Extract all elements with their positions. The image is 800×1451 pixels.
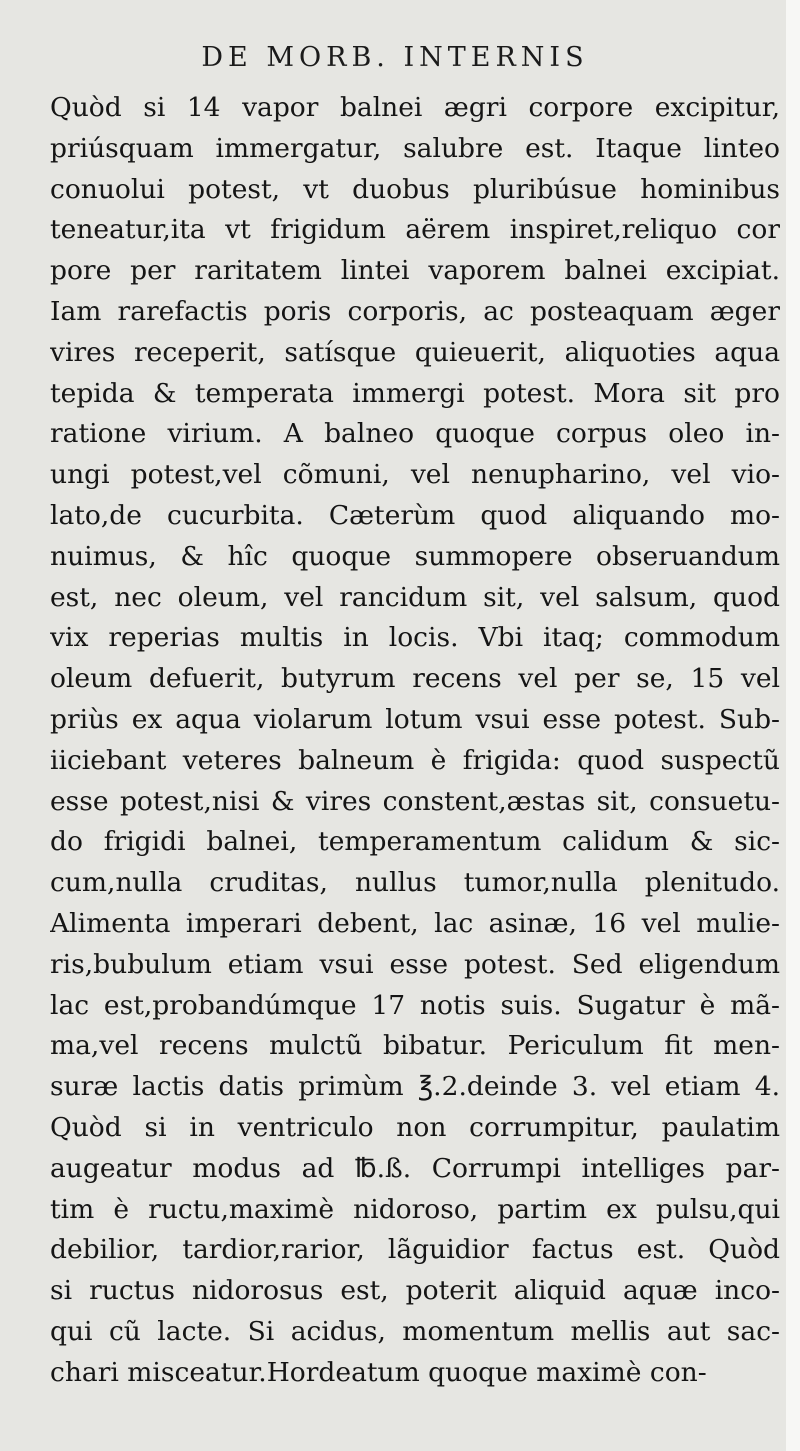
text-line: chari misceatur.Hordeatum quoque maximè con- (50, 1356, 707, 1388)
text-line: ma,vel recens mulctũ bibatur. Periculum fit men- (50, 1030, 780, 1062)
text-line: Quòd si 14 vapor balnei ægri corpore excipitur, (50, 92, 780, 123)
text-line: iiciebant veteres balneum è frigida: quod suspectũ (50, 744, 780, 776)
text-line: ungi potest,vel cõmuni, vel nenupharino, vel vio- (50, 459, 780, 491)
text-line: nuimus, & hîc quoque summopere obseruandum (50, 540, 780, 572)
text-line: ratione virium. A balneo quoque corpus oleo in- (50, 418, 780, 450)
text-line: lac est,probandúmque 17 notis suis. Sugatur è mã- (50, 989, 780, 1021)
text-line: Quòd si in ventriculo non corrumpitur, paulatim (50, 1111, 780, 1143)
text-line: tim è ructu,maximè nidoroso, partim ex pulsu,qui (50, 1193, 780, 1225)
text-line: ris,bubulum etiam vsui esse potest. Sed eligendum (50, 948, 780, 980)
text-line: tepida & temperata immergi potest. Mora sit pro (50, 377, 780, 409)
text-line: do frigidi balnei, temperamentum calidum & sic- (50, 826, 780, 858)
text-line: cum,nulla cruditas, nullus tumor,nulla plenitudo. (50, 867, 780, 899)
text-line: lato,de cucurbita. Cæterùm quod aliquando mo- (50, 499, 780, 531)
text-line: est, nec oleum, vel rancidum sit, vel salsum, quod (50, 581, 780, 613)
running-header: DE MORB. INTERNIS (201, 42, 589, 73)
text-line: Iam rarefactis poris corporis, ac posteaquam æger (50, 295, 780, 327)
text-line: conuolui potest, vt duobus pluribúsue hominibus (50, 173, 780, 205)
text-line: augeatur modus ad ℔.ß. Corrumpi intelliges par- (50, 1152, 780, 1184)
text-line: suræ lactis datis primùm ℥.2.deinde 3. vel etiam 4. (50, 1071, 780, 1103)
text-line: qui cũ lacte. Si acidus, momentum mellis aut sac- (50, 1315, 780, 1347)
text-line: esse potest,nisi & vires constent,æstas sit, consuetu- (50, 785, 780, 817)
text-line: vix reperias multis in locis. Vbi itaq; commodum (50, 622, 780, 654)
text-line: Alimenta imperari debent, lac asinæ, 16 vel mulie- (50, 907, 780, 939)
text-line: vires receperit, satísque quieuerit, aliquoties aqua (50, 336, 780, 368)
page-edge (786, 0, 800, 1451)
text-line: oleum defuerit, butyrum recens vel per se, 15 vel (50, 663, 780, 695)
text-line: debilior, tardior,rarior, lãguidior factus est. Quòd (50, 1234, 780, 1266)
text-line: si ructus nidorosus est, poterit aliquid aquæ inco- (50, 1275, 780, 1307)
text-line: pore per raritatem lintei vaporem balnei excipiat. (50, 255, 780, 287)
body-text (50, 88, 780, 1394)
text-line: priùs ex aqua violarum lotum vsui esse potest. Sub- (50, 703, 780, 735)
text-line: priúsquam immergatur, salubre est. Itaque linteo (50, 132, 780, 164)
text-line: teneatur,ita vt frigidum aërem inspiret,reliquo cor (50, 214, 780, 246)
